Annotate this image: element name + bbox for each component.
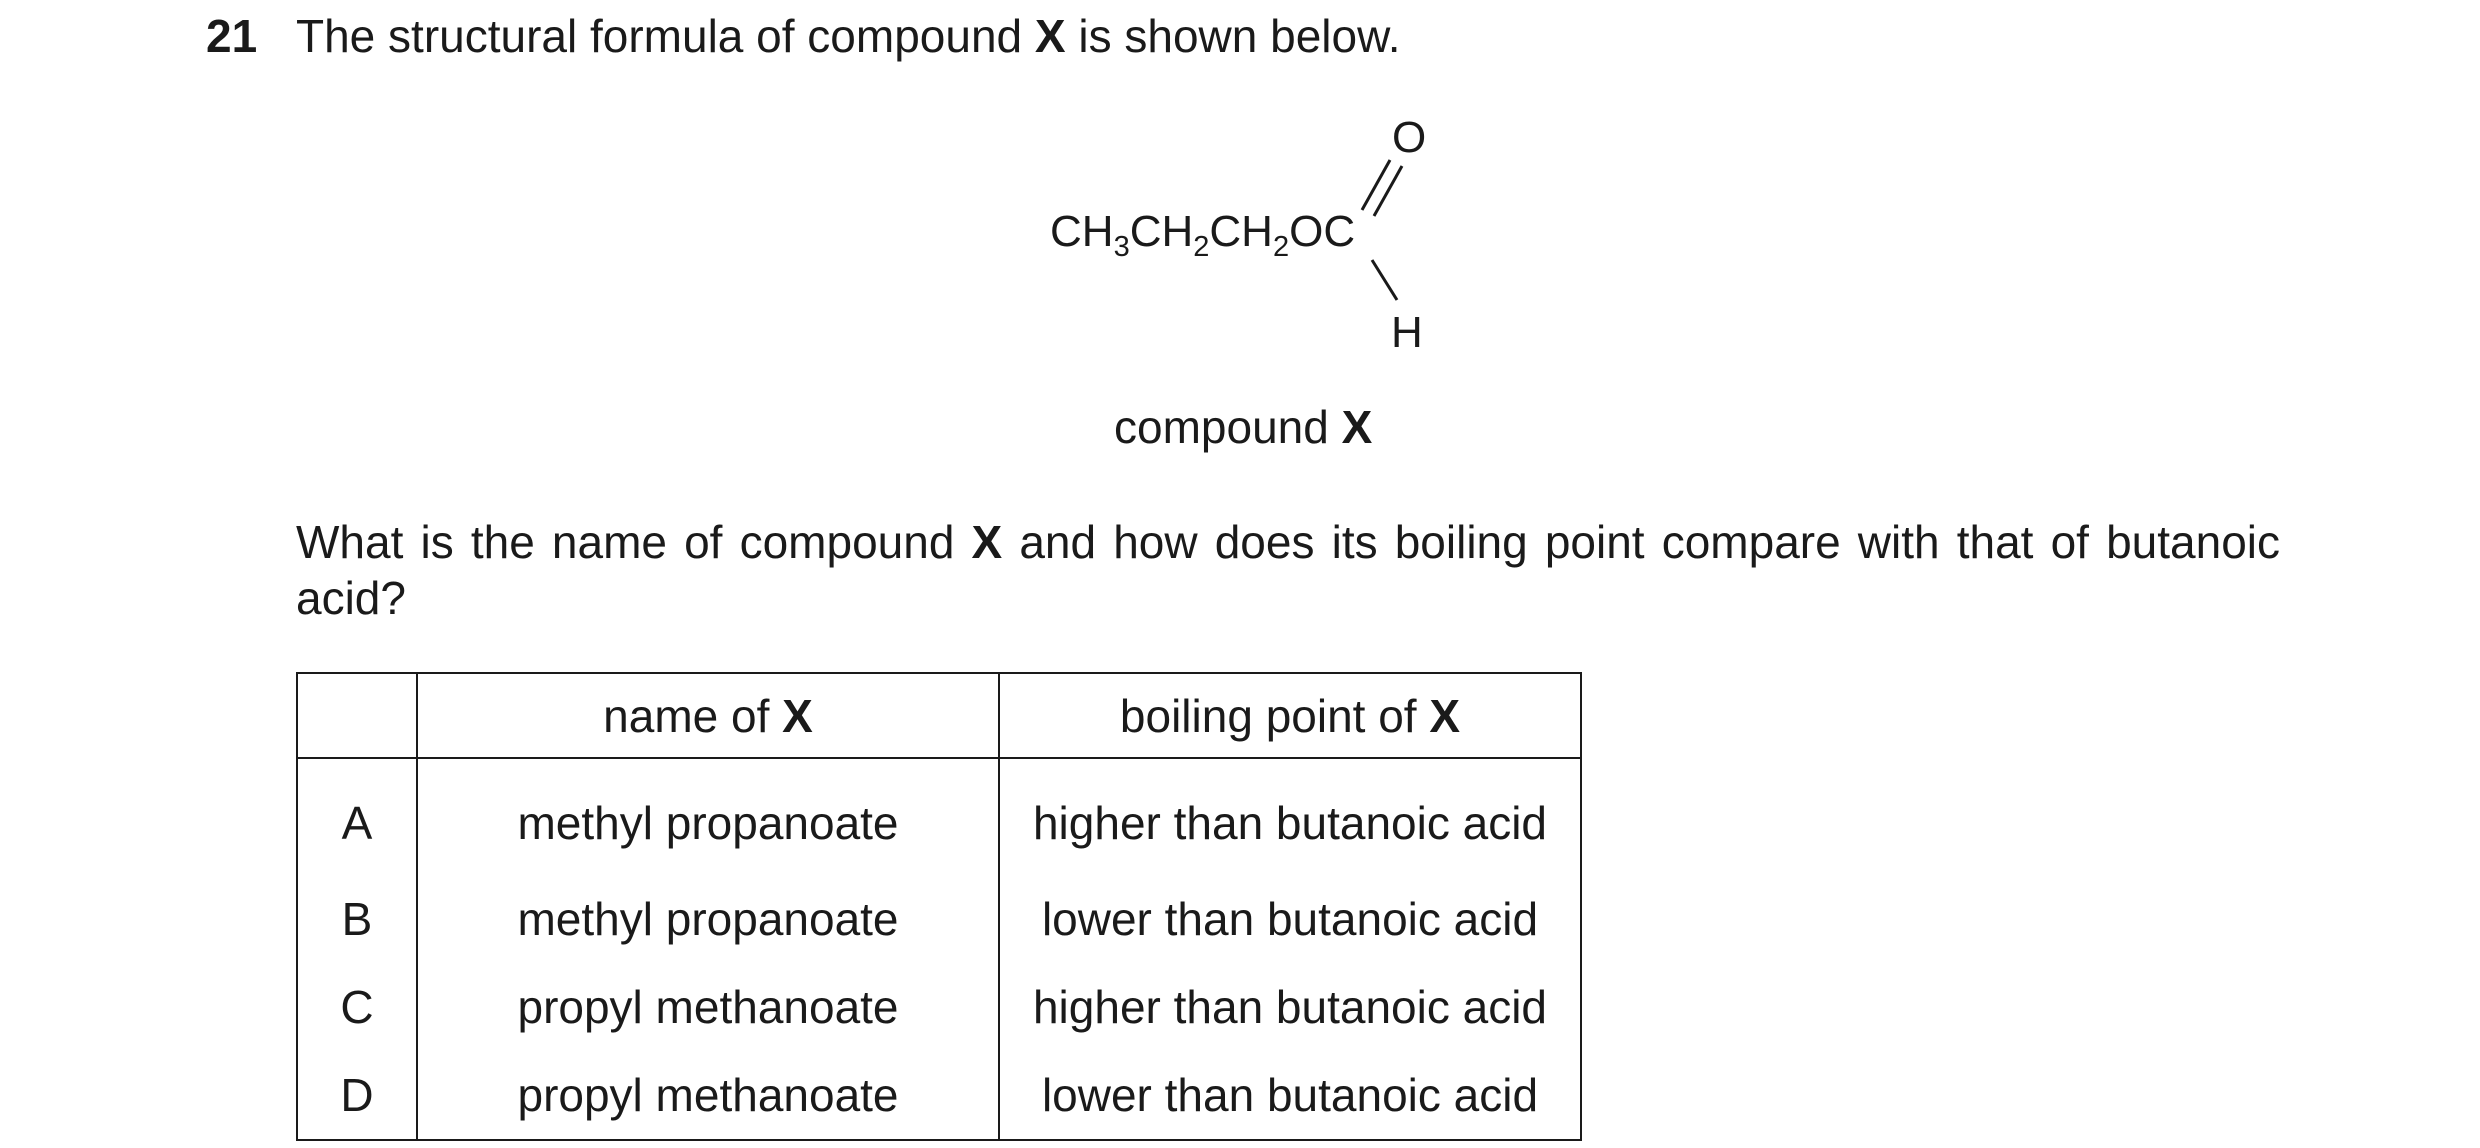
header-name-label: X (782, 689, 813, 742)
prompt-compound-label: X (971, 516, 1003, 568)
oxygen-atom: O (1392, 113, 1427, 162)
header-name-cell (417, 673, 999, 758)
option-name: propyl methanoate (417, 963, 999, 1051)
formula-ch-3: CH (1209, 207, 1273, 256)
structure-caption (1114, 399, 1372, 455)
caption-label: X (1341, 401, 1373, 453)
formula-subscript-2b: 2 (1272, 231, 1290, 263)
double-bond-line-2 (1374, 166, 1402, 216)
double-bond-line-1 (1362, 160, 1390, 210)
option-name: methyl propanoate (417, 875, 999, 963)
formula-oc: OC (1289, 207, 1356, 256)
structural-formula (1040, 100, 1480, 380)
structural-formula-drawing (1040, 100, 1480, 380)
option-letter[interactable]: A (297, 758, 417, 875)
option-name: methyl propanoate (417, 758, 999, 875)
question-prompt (296, 514, 2280, 626)
option-row-a[interactable] (297, 758, 1581, 875)
formula-subscript-3: 3 (1113, 231, 1130, 263)
option-boiling-point: higher than butanoic acid (999, 963, 1581, 1051)
single-bond-line (1372, 260, 1397, 300)
option-letter[interactable]: D (297, 1051, 417, 1140)
answer-options-table (296, 672, 1582, 1141)
header-name-text: name of (603, 689, 783, 742)
caption-text: compound (1114, 401, 1342, 453)
formula-subscript-2a: 2 (1193, 231, 1210, 263)
option-row-c[interactable] (297, 963, 1581, 1051)
option-name: propyl methanoate (417, 1051, 999, 1140)
formula-ch-1: CH (1050, 207, 1114, 256)
question-number: 21 (206, 10, 258, 62)
header-boiling-point-cell (999, 673, 1581, 758)
option-row-b[interactable] (297, 875, 1581, 963)
hydrogen-atom: H (1391, 308, 1423, 357)
header-bp-text: boiling point of (1119, 689, 1430, 742)
header-letter-cell (297, 673, 417, 758)
table-header-row (297, 673, 1581, 758)
option-row-d[interactable] (297, 1051, 1581, 1140)
stem-text-end: is shown below. (1065, 10, 1401, 62)
prompt-text-end: and how does its boiling point compare with that of butanoic acid? (296, 516, 2280, 624)
question-stem (296, 8, 1401, 64)
formula-chain (1050, 207, 1355, 263)
option-letter[interactable]: C (297, 963, 417, 1051)
option-boiling-point: lower than butanoic acid (999, 875, 1581, 963)
prompt-text-start: What is the name of compound (296, 516, 972, 568)
stem-text-start: The structural formula of compound (296, 10, 1035, 62)
option-boiling-point: lower than butanoic acid (999, 1051, 1581, 1140)
formula-ch-2: CH (1129, 207, 1194, 256)
option-boiling-point: higher than butanoic acid (999, 758, 1581, 875)
option-letter[interactable]: B (297, 875, 417, 963)
compound-label: X (1034, 10, 1066, 62)
header-bp-label: X (1429, 689, 1461, 742)
